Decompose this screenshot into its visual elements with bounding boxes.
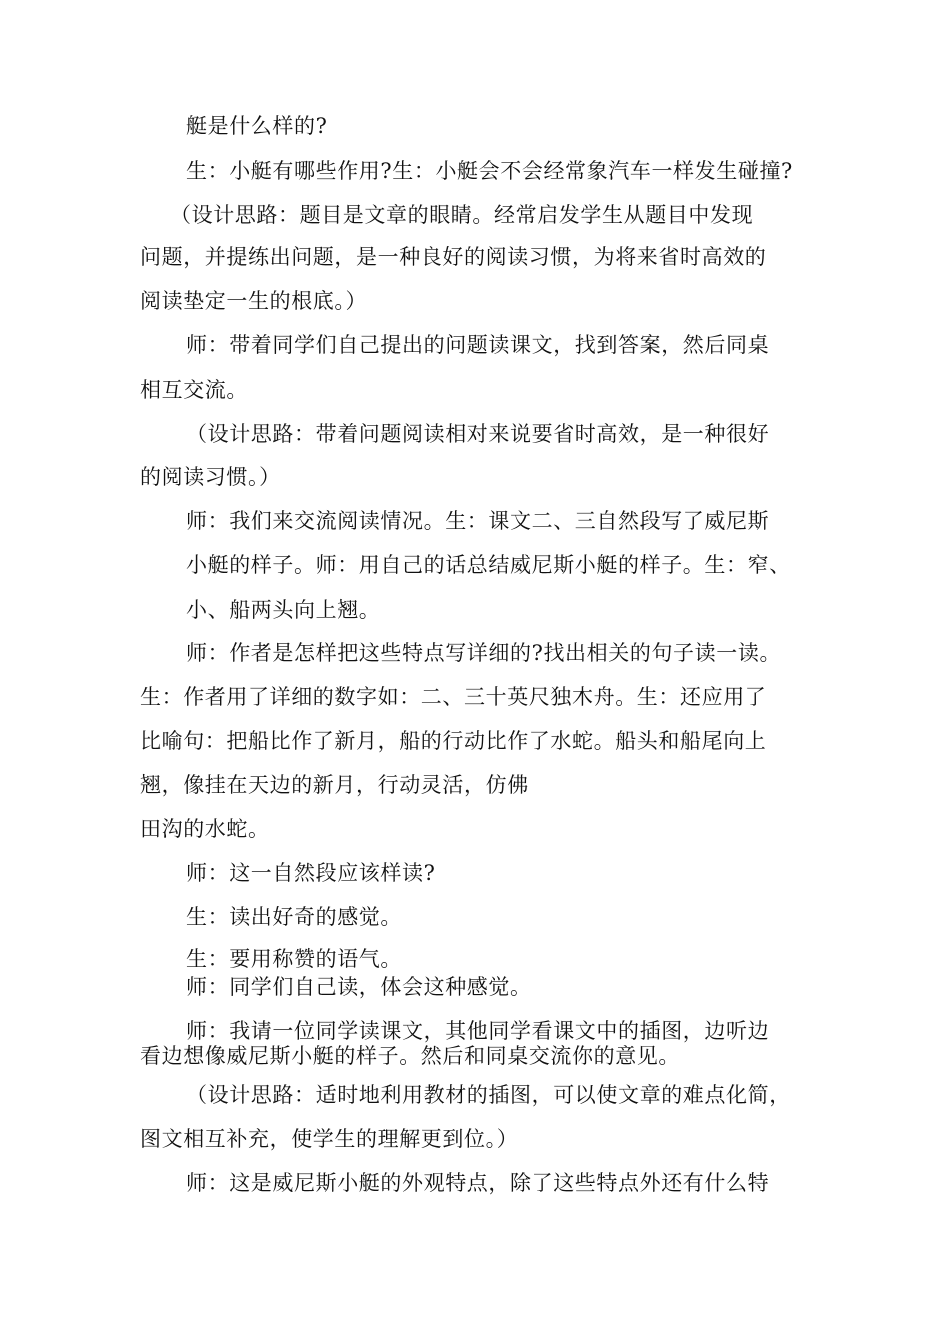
text-line: 图文相互补充，使学生的理解更到位。） [140, 1127, 519, 1151]
text-line: 师：我们来交流阅读情况。生：课文二、三自然段写了威尼斯 [186, 509, 770, 533]
text-line: （设计思路：带着问题阅读相对来说要省时高效，是一种很好 [186, 422, 770, 446]
text-line: 生：小艇有哪些作用?生：小艇会不会经常象汽车一样发生碰撞? [186, 159, 793, 183]
text-line: （设计思路：适时地利用教材的插图，可以使文章的难点化简， [186, 1083, 791, 1107]
text-line: 师：作者是怎样把这些特点写详细的?找出相关的句子读一读。 [186, 641, 782, 665]
text-line: 师：这是威尼斯小艇的外观特点，除了这些特点外还有什么特 [186, 1171, 770, 1195]
text-line: 生：要用称赞的语气。 [186, 947, 402, 971]
text-line: 生：作者用了详细的数字如：二、三十英尺独木舟。生：还应用了 [140, 685, 767, 709]
text-line: 小、船两头向上翘。 [186, 598, 381, 622]
text-line: 生：读出好奇的感觉。 [186, 905, 402, 929]
text-line: 艇是什么样的? [186, 114, 328, 138]
text-line: 问题，并提练出问题，是一种良好的阅读习惯，为将来省时高效的 [140, 245, 767, 269]
text-line: 翘，像挂在天边的新月，行动灵活，仿佛 [140, 773, 529, 797]
text-line: 师：同学们自己读，体会这种感觉。 [186, 975, 532, 999]
text-line: （设计思路：题目是文章的眼睛。经常启发学生从题目中发现 [170, 203, 754, 227]
text-line: 师：我请一位同学读课文，其他同学看课文中的插图，边听边 [186, 1019, 770, 1043]
text-line: 的阅读习惯。） [140, 465, 281, 489]
text-line: 阅读垫定一生的根底。） [140, 289, 368, 313]
text-line: 相互交流。 [140, 378, 248, 402]
text-line: 看边想像威尼斯小艇的样子。然后和同桌交流你的意见。 [140, 1044, 680, 1068]
text-line: 田沟的水蛇。 [140, 817, 270, 841]
text-line: 师：带着同学们自己提出的问题读课文，找到答案，然后同桌 [186, 333, 770, 357]
text-line: 师：这一自然段应该样读? [186, 861, 436, 885]
text-line: 比喻句：把船比作了新月，船的行动比作了水蛇。船头和船尾向上 [140, 729, 767, 753]
text-line: 小艇的样子。师：用自己的话总结威尼斯小艇的样子。生：窄、 [186, 553, 791, 577]
